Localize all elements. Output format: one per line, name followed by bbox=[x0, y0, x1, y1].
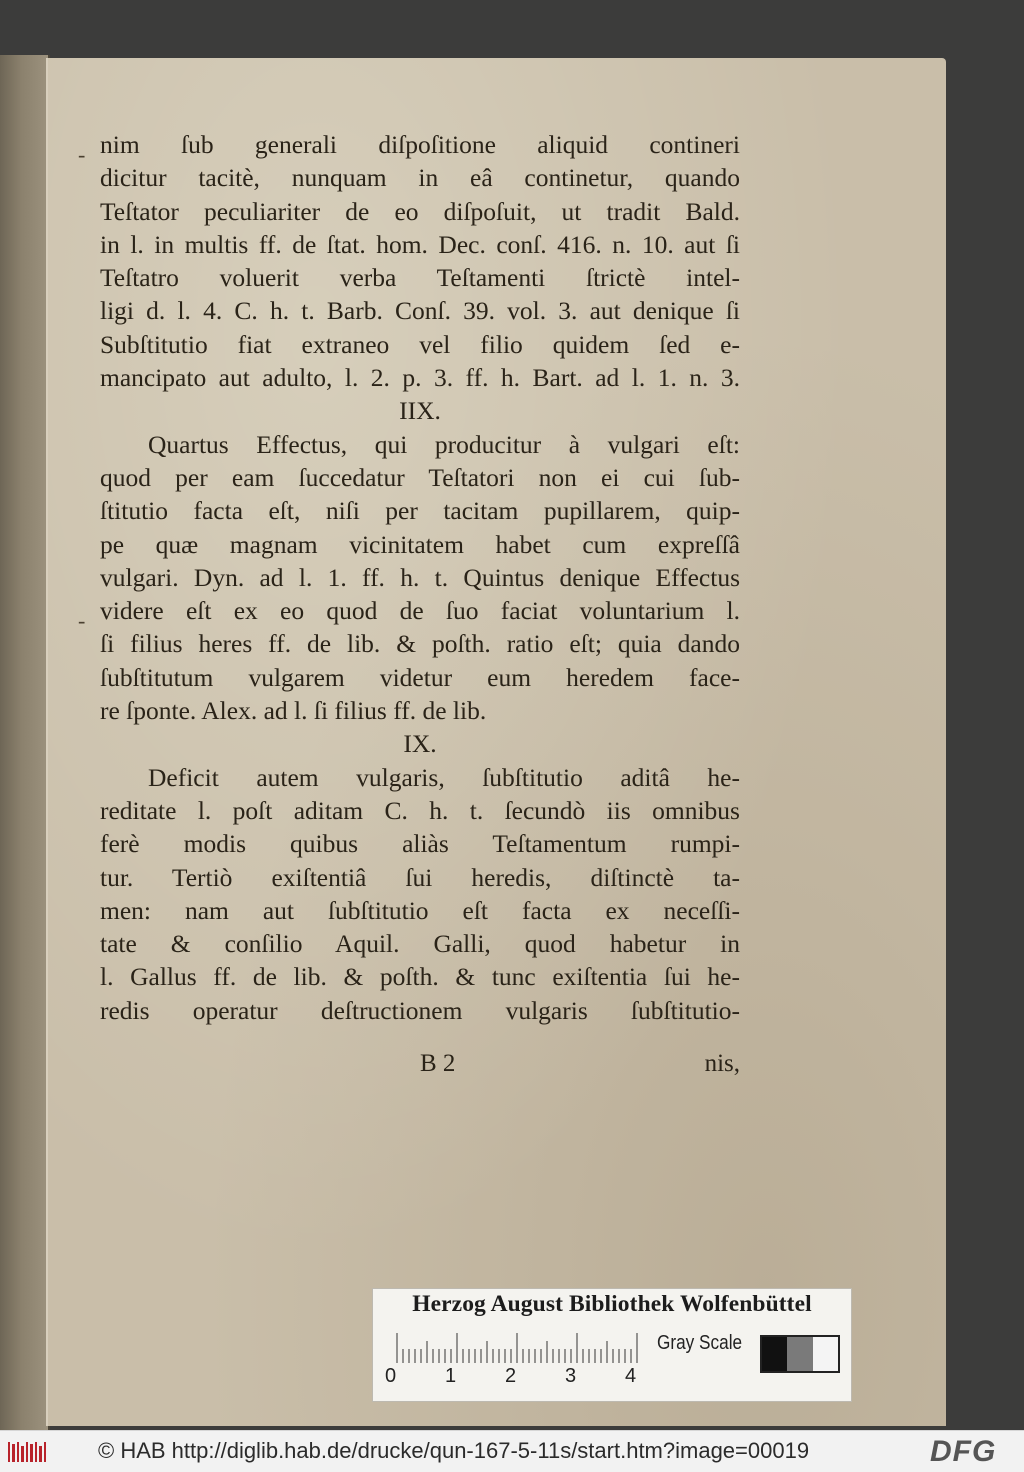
gray-scale-patch bbox=[762, 1337, 787, 1371]
text-line: nim ſub generali diſpoſitione aliquid contineri bbox=[100, 130, 740, 159]
hab-barcode-logo-icon[interactable] bbox=[6, 1438, 48, 1466]
viewer-footer-bar bbox=[0, 1430, 1024, 1472]
ruler-number: 2 bbox=[505, 1365, 517, 1387]
text-line: Quartus Effectus, qui producitur à vulgari eſt: bbox=[148, 429, 740, 459]
margin-mark: ‑ bbox=[78, 608, 86, 633]
gray-scale-patch bbox=[787, 1337, 812, 1371]
section-number: IX. bbox=[403, 729, 437, 759]
text-line: tur. Tertiò exiſtentiâ ſui heredis, diſtinctè ta- bbox=[100, 862, 740, 892]
page-text-block bbox=[100, 128, 740, 1027]
previous-page-edge bbox=[0, 55, 50, 1445]
text-line: vulgari. Dyn. ad l. 1. ff. h. t. Quintus denique Effectus bbox=[100, 562, 740, 592]
library-name: Herzog August Bibliothek Wolfenbüttel bbox=[412, 1291, 812, 1317]
dfg-logo[interactable]: DFG bbox=[930, 1435, 997, 1468]
margin-mark: ‑ bbox=[78, 142, 86, 167]
text-line: Subſtitutio fiat extraneo vel filio quidem ſed e- bbox=[100, 329, 740, 359]
text-line: ſubſtitutum vulgarem videtur eum heredem face- bbox=[100, 662, 740, 692]
ruler-number: 1 bbox=[445, 1365, 457, 1387]
text-line: men: nam aut ſubſtitutio eſt facta ex neceſſi- bbox=[100, 895, 740, 925]
signature-mark: B 2 bbox=[420, 1050, 456, 1077]
gray-scale-label: Gray Scale bbox=[657, 1332, 743, 1354]
text-line: in l. in multis ff. de ſtat. hom. Dec. conſ. 416. n. 10. aut ſi bbox=[100, 229, 740, 259]
copyright-url-text[interactable]: © HAB http://diglib.hab.de/drucke/qun-167-5-11s/start.htm?image=00019 bbox=[98, 1438, 810, 1463]
ruler-number: 3 bbox=[565, 1365, 577, 1387]
text-line: reditate l. poſt aditam C. h. t. ſecundò iis omnibus bbox=[100, 795, 740, 825]
text-line: Teſtator peculiariter de eo diſpoſuit, ut tradit Bald. bbox=[100, 196, 740, 226]
ruler-scale bbox=[393, 1333, 648, 1363]
ruler-numbers bbox=[385, 1365, 665, 1393]
ruler-number: 4 bbox=[625, 1365, 637, 1387]
text-line: redis operatur deſtructionem vulgaris ſubſtitutio- bbox=[100, 995, 740, 1025]
text-line: ferè modis quibus aliàs Teſtamentum rumpi- bbox=[100, 829, 740, 859]
text-line: Teſtatro voluerit verba Teſtamenti ſtrictè intel- bbox=[100, 263, 740, 293]
text-line: pe quæ magnam vicinitatem habet cum expreſſâ bbox=[100, 529, 740, 559]
gray-scale-patch bbox=[813, 1337, 838, 1371]
text-line: l. Gallus ff. de lib. & poſth. & tunc exiſtentia ſui he- bbox=[100, 962, 740, 992]
section-number: IIX. bbox=[399, 396, 441, 426]
text-line: re ſponte. Alex. ad l. ſi filius ff. de lib. bbox=[100, 696, 487, 726]
ruler-number: 0 bbox=[385, 1365, 397, 1387]
page-footer-line bbox=[100, 1050, 740, 1084]
gray-scale-swatch bbox=[760, 1335, 840, 1373]
text-line: videre eſt ex eo quod de ſuo faciat voluntarium l. bbox=[100, 596, 740, 626]
text-line: Deficit autem vulgaris, ſubſtitutio aditâ he- bbox=[148, 762, 740, 792]
text-line: ligi d. l. 4. C. h. t. Barb. Conſ. 39. vol. 3. aut denique ſi bbox=[100, 296, 740, 326]
text-line: ſi filius heres ff. de lib. & poſth. ratio eſt; quia dando bbox=[100, 629, 740, 659]
text-line: ſtitutio facta eſt, niſi per tacitam pupillarem, quip- bbox=[100, 496, 740, 526]
text-line: tate & conſilio Aquil. Galli, quod habetur in bbox=[100, 929, 740, 959]
catchword: nis, bbox=[704, 1050, 740, 1077]
library-color-card bbox=[372, 1288, 852, 1402]
text-line: quod per eam ſuccedatur Teſtatori non ei cui ſub- bbox=[100, 462, 740, 492]
text-line: mancipato aut adulto, l. 2. p. 3. ff. h. Bart. ad l. 1. n. 3. bbox=[100, 363, 740, 393]
text-line: dicitur tacitè, nunquam in eâ continetur, quando bbox=[100, 163, 740, 193]
